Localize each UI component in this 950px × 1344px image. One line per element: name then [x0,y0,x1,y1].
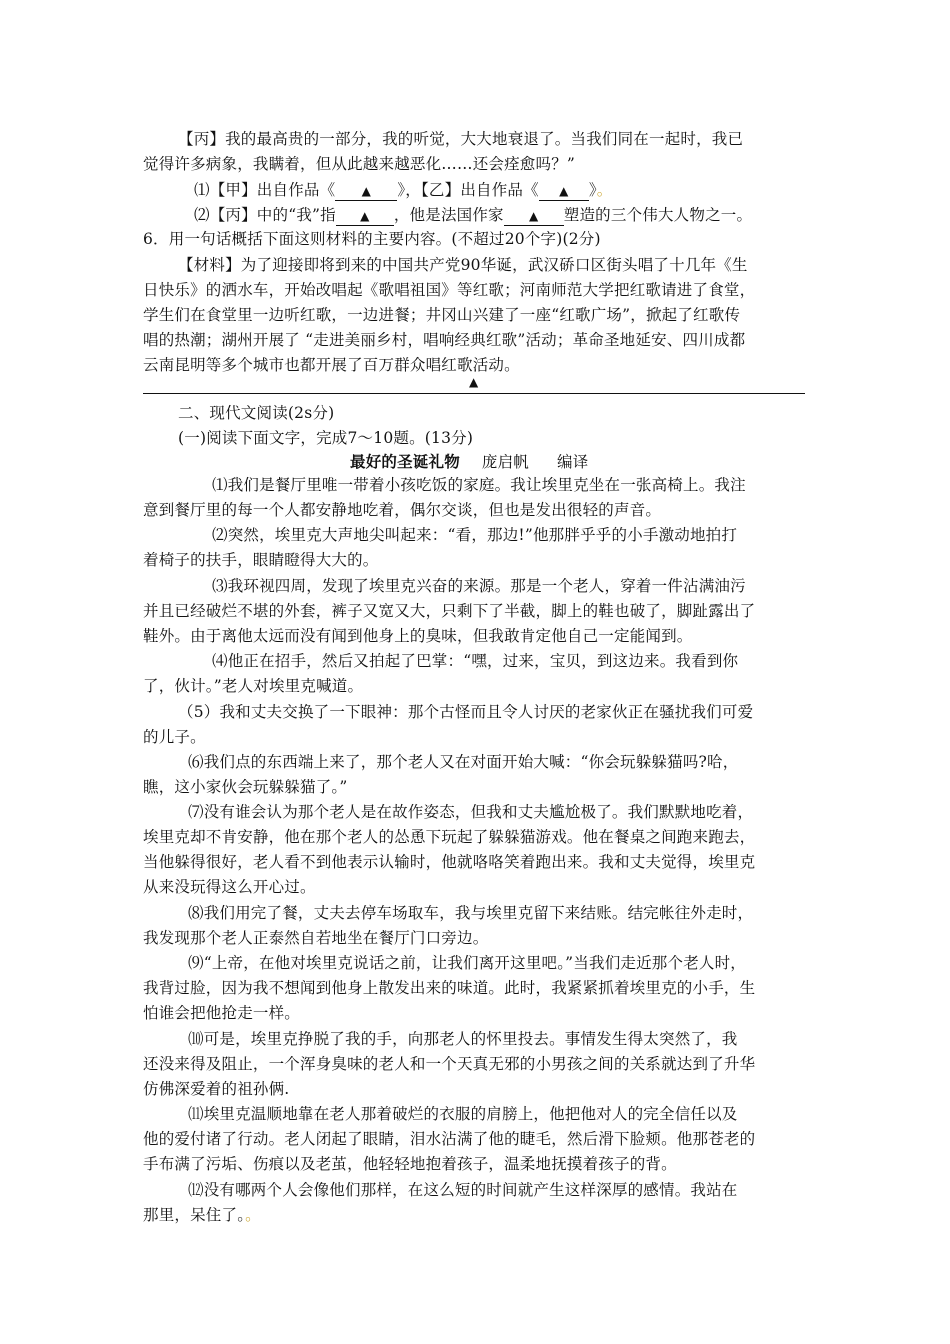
bing-line-2: 觉得许多病象，我瞒着，但从此越来越恶化……还会痊愈吗？” [143,155,576,173]
para-11-line-3: 手布满了污垢、伤痕以及老茧，他轻轻地抱着孩子，温柔地抚摸着孩子的背。 [143,1155,677,1173]
article-title-line [350,452,588,472]
para-2-line-2: 着椅子的扶手，眼睛瞪得大大的。 [143,551,379,569]
para-9-line-1: ⑼“上帝，在他对埃里克说话之前，让我们离开这里吧。”当我们走近那个老人时， [188,954,747,972]
para-7-line-1: ⑺没有谁会认为那个老人是在故作姿态，但我和丈夫尴尬极了。我们默默地吃着， [188,803,754,821]
answer-blank-3: ▲ [336,207,394,226]
para-12-line-2-text: 那里，呆住了。 [143,1206,246,1224]
para-8-line-1: ⑻我们用完了餐，丈夫去停车场取车，我与埃里克留下来结账。结完帐往外走时， [188,904,754,922]
q5-sub2-text-b: ，他是法国作家 [393,206,504,224]
para-6-line-2: 瞧，这小家伙会玩躲躲猫了。” [143,778,348,796]
q5-sub2 [194,205,752,226]
para-6-line-1: ⑹我们点的东西端上来了，那个老人又在对面开始大喊：“你会玩躲躲猫吗?哈， [188,753,739,771]
para-11-line-1: ⑾埃里克温顺地靠在老人那着破烂的衣服的肩膀上，他把他对人的完全信任以及 [188,1105,738,1123]
para-4-line-1: ⑷他正在招手，然后又拍起了巴掌：“嘿，过来，宝贝，到这边来。我看到你 [212,652,739,670]
para-1-line-1: ⑴我们是餐厅里唯一带着小孩吃饭的家庭。我让埃里克坐在一张高椅上。我注 [212,476,746,494]
para-7-line-3: 当他躲得很好，老人看不到他表示认输时，他就咯咯笑着跑出来。我和丈夫觉得，埃里克 [143,853,756,871]
para-12-line-2 [143,1205,261,1225]
answer-blank-4: ▲ [504,207,564,226]
para-4-line-2: 了，伙计。”老人对埃里克喊道。 [143,677,364,695]
q6-material-line-4: 唱的热潮；湖州开展了 “走进美丽乡村，唱响经典红歌”活动；革命圣地延安、四川成都 [143,331,746,349]
para-10-line-2: 还没来得及阻止，一个浑身臭味的老人和一个天真无邪的小男孩之间的关系就达到了升华 [143,1055,756,1073]
q6-material-line-1: 【材料】为了迎接即将到来的中国共产党90华诞，武汉硚口区街头唱了十几年《生 [178,256,748,274]
q6-material-line-5: 云南昆明等多个城市也都开展了百万群众唱红歌活动。 [143,356,520,374]
answer-line [143,393,805,394]
section-subheading: (一)阅读下面文字，完成7～10题。(13分) [178,429,474,447]
q5-sub1-text-c: 》 [588,181,597,199]
para-10-line-1: ⑽可是，埃里克挣脱了我的手，向那老人的怀里投去。事情发生得太突然了，我 [188,1030,738,1048]
q5-sub1-text-b: 》，【乙】出自作品《 [397,181,539,199]
para-5-line-1: （5）我和丈夫交换了一下眼神：那个古怪而且令人讨厌的老家伙正在骚扰我们可爱 [178,703,754,721]
q6-material-line-3: 学生们在食堂里一边听红歌，一边进餐；井冈山兴建了一座“红歌广场”，掀起了红歌传 [143,306,741,324]
q5-sub2-text-c: 塑造的三个伟大人物之一。 [563,206,753,224]
answer-mark: ▲ [469,375,479,389]
para-7-line-4: 从来没玩得这么开心过。 [143,878,316,896]
para-11-line-2: 他的爱付诸了行动。老人闭起了眼睛，泪水沾满了他的睫毛，然后滑下脸颊。他那苍老的 [143,1130,756,1148]
article-title: 最好的圣诞礼物 [350,452,460,471]
article-role: 编译 [557,453,589,471]
q5-sub1 [194,180,612,201]
trailing-dot: 。 [245,1206,261,1224]
answer-blank-2: ▲ [539,182,589,201]
para-1-line-2: 意到餐厅里的每一个人都安静地吃着，偶尔交谈，但也是发出很轻的声音。 [143,501,662,519]
para-10-line-3: 仿佛深爱着的祖孙俩. [143,1080,290,1098]
article-author: 庞启帆 [481,453,530,471]
answer-blank-1: ▲ [335,182,397,201]
q5-sub1-text-a: ⑴【甲】出自作品《 [194,181,336,199]
q6-stem: 6．用一句话概括下面这则材料的主要内容。(不超过20个字)(2分) [143,230,601,248]
para-3-line-1: ⑶我环视四周，发现了埃里克兴奋的来源。那是一个老人，穿着一件沾满油污 [212,577,746,595]
section-heading: 二、现代文阅读(2s分) [178,404,335,422]
q6-material-line-2: 日快乐》的洒水车，开始改唱起《歌唱祖国》等红歌；河南师范大学把红歌请进了食堂， [143,281,756,299]
para-5-line-2: 的儿子。 [143,728,206,746]
para-3-line-2: 并且已经破烂不堪的外套，裤子又宽又大，只剩下了半截，脚上的鞋也破了，脚趾露出了 [143,602,756,620]
para-12-line-1: ⑿没有哪两个人会像他们那样，在这么短的时间就产生这样深厚的感情。我站在 [188,1181,738,1199]
q5-sub2-text-a: ⑵【丙】中的“我”指 [194,206,336,224]
bing-line-1: 【丙】我的最高贵的一部分，我的听觉，大大地衰退了。当我们同在一起时，我已 [178,130,744,148]
para-8-line-2: 我发现那个老人正泰然自若地坐在餐厅门口旁边。 [143,929,489,947]
para-7-line-2: 埃里克却不肯安静，他在那个老人的怂恿下玩起了躲躲猫游戏。他在餐桌之间跑来跑去， [143,828,756,846]
para-9-line-2: 我背过脸，因为我不想闻到他身上散发出来的味道。此时，我紧紧抓着埃里克的小手，生 [143,979,756,997]
para-2-line-1: ⑵突然，埃里克大声地尖叫起来：“看，那边!”他那胖乎乎的小手激动地拍打 [212,526,738,544]
para-9-line-3: 怕谁会把他抢走一样。 [143,1004,301,1022]
para-3-line-3: 鞋外。由于离他太远而没有闻到他身上的臭味，但我敢肯定他自己一定能闻到。 [143,627,693,645]
q5-sub1-end: 。 [596,181,613,199]
